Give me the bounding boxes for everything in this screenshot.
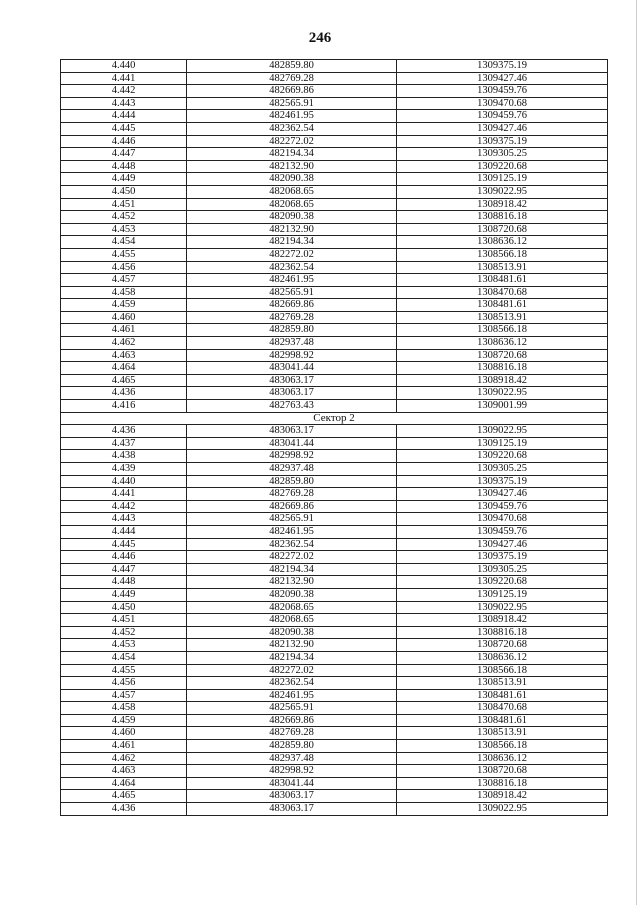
table-row (61, 651, 608, 664)
y-coordinate-cell: 1309125.19 (397, 437, 608, 450)
y-coordinate-cell: 1309022.95 (397, 803, 608, 816)
table-row (61, 425, 608, 438)
x-coordinate-cell: 482669.86 (187, 299, 397, 312)
point-number-cell: 4.438 (61, 450, 187, 463)
table-row (61, 714, 608, 727)
table-row (61, 173, 608, 186)
y-coordinate-cell: 1309375.19 (397, 135, 608, 148)
y-coordinate-cell: 1309459.76 (397, 525, 608, 538)
y-coordinate-cell: 1308918.42 (397, 374, 608, 387)
x-coordinate-cell: 483063.17 (187, 374, 397, 387)
y-coordinate-cell: 1309375.19 (397, 475, 608, 488)
y-coordinate-cell: 1309305.25 (397, 148, 608, 161)
x-coordinate-cell: 482565.91 (187, 97, 397, 110)
table-row (61, 72, 608, 85)
y-coordinate-cell: 1308566.18 (397, 324, 608, 337)
point-number-cell: 4.447 (61, 148, 187, 161)
y-coordinate-cell: 1309220.68 (397, 160, 608, 173)
x-coordinate-cell: 482194.34 (187, 236, 397, 249)
x-coordinate-cell: 483063.17 (187, 803, 397, 816)
point-number-cell: 4.455 (61, 664, 187, 677)
y-coordinate-cell: 1308513.91 (397, 677, 608, 690)
x-coordinate-cell: 482669.86 (187, 85, 397, 98)
y-coordinate-cell: 1308720.68 (397, 765, 608, 778)
y-coordinate-cell: 1308470.68 (397, 702, 608, 715)
table-row (61, 639, 608, 652)
table-row (61, 311, 608, 324)
table-row (61, 601, 608, 614)
y-coordinate-cell: 1308636.12 (397, 337, 608, 350)
point-number-cell: 4.464 (61, 777, 187, 790)
x-coordinate-cell: 483063.17 (187, 790, 397, 803)
y-coordinate-cell: 1308816.18 (397, 626, 608, 639)
x-coordinate-cell: 482132.90 (187, 576, 397, 589)
table-row (61, 236, 608, 249)
x-coordinate-cell: 482669.86 (187, 714, 397, 727)
point-number-cell: 4.445 (61, 122, 187, 135)
point-number-cell: 4.464 (61, 362, 187, 375)
table-row (61, 551, 608, 564)
y-coordinate-cell: 1308720.68 (397, 223, 608, 236)
y-coordinate-cell: 1309305.25 (397, 463, 608, 476)
table-row (61, 324, 608, 337)
table-row (61, 563, 608, 576)
x-coordinate-cell: 482565.91 (187, 513, 397, 526)
x-coordinate-cell: 482194.34 (187, 148, 397, 161)
x-coordinate-cell: 482461.95 (187, 689, 397, 702)
y-coordinate-cell: 1309427.46 (397, 122, 608, 135)
table-row (61, 500, 608, 513)
point-number-cell: 4.461 (61, 324, 187, 337)
x-coordinate-cell: 482132.90 (187, 223, 397, 236)
table-row (61, 349, 608, 362)
y-coordinate-cell: 1309001.99 (397, 400, 608, 413)
y-coordinate-cell: 1309427.46 (397, 488, 608, 501)
point-number-cell: 4.437 (61, 437, 187, 450)
table-row (61, 727, 608, 740)
point-number-cell: 4.458 (61, 702, 187, 715)
x-coordinate-cell: 482132.90 (187, 639, 397, 652)
x-coordinate-cell: 482769.28 (187, 311, 397, 324)
point-number-cell: 4.442 (61, 500, 187, 513)
table-row (61, 513, 608, 526)
point-number-cell: 4.457 (61, 689, 187, 702)
y-coordinate-cell: 1309220.68 (397, 450, 608, 463)
table-row (61, 248, 608, 261)
x-coordinate-cell: 482362.54 (187, 677, 397, 690)
point-number-cell: 4.444 (61, 525, 187, 538)
point-number-cell: 4.455 (61, 248, 187, 261)
point-number-cell: 4.439 (61, 463, 187, 476)
point-number-cell: 4.462 (61, 337, 187, 350)
x-coordinate-cell: 482998.92 (187, 349, 397, 362)
table-row (61, 626, 608, 639)
y-coordinate-cell: 1308816.18 (397, 362, 608, 375)
point-number-cell: 4.461 (61, 740, 187, 753)
x-coordinate-cell: 482090.38 (187, 173, 397, 186)
table-row (61, 614, 608, 627)
point-number-cell: 4.465 (61, 790, 187, 803)
table-row (61, 790, 608, 803)
y-coordinate-cell: 1309459.76 (397, 110, 608, 123)
point-number-cell: 4.460 (61, 727, 187, 740)
y-coordinate-cell: 1309022.95 (397, 387, 608, 400)
y-coordinate-cell: 1308566.18 (397, 740, 608, 753)
table-row (61, 135, 608, 148)
table-row (61, 488, 608, 501)
x-coordinate-cell: 482362.54 (187, 122, 397, 135)
point-number-cell: 4.445 (61, 538, 187, 551)
table-row (61, 437, 608, 450)
y-coordinate-cell: 1308636.12 (397, 651, 608, 664)
table-row (61, 588, 608, 601)
y-coordinate-cell: 1309470.68 (397, 97, 608, 110)
point-number-cell: 4.462 (61, 752, 187, 765)
point-number-cell: 4.446 (61, 135, 187, 148)
y-coordinate-cell: 1308636.12 (397, 752, 608, 765)
y-coordinate-cell: 1309125.19 (397, 588, 608, 601)
table-row (61, 198, 608, 211)
point-number-cell: 4.453 (61, 639, 187, 652)
x-coordinate-cell: 482272.02 (187, 664, 397, 677)
y-coordinate-cell: 1309125.19 (397, 173, 608, 186)
section-header-row (61, 412, 608, 425)
y-coordinate-cell: 1308720.68 (397, 349, 608, 362)
y-coordinate-cell: 1309022.95 (397, 601, 608, 614)
x-coordinate-cell: 482068.65 (187, 614, 397, 627)
table-row (61, 803, 608, 816)
table-row (61, 299, 608, 312)
y-coordinate-cell: 1309470.68 (397, 513, 608, 526)
x-coordinate-cell: 482461.95 (187, 110, 397, 123)
point-number-cell: 4.446 (61, 551, 187, 564)
x-coordinate-cell: 482068.65 (187, 198, 397, 211)
table-row (61, 160, 608, 173)
table-row (61, 740, 608, 753)
point-number-cell: 4.465 (61, 374, 187, 387)
table-row (61, 374, 608, 387)
point-number-cell: 4.453 (61, 223, 187, 236)
x-coordinate-cell: 482461.95 (187, 525, 397, 538)
point-number-cell: 4.443 (61, 97, 187, 110)
y-coordinate-cell: 1308513.91 (397, 311, 608, 324)
table-row (61, 185, 608, 198)
table-row (61, 60, 608, 73)
point-number-cell: 4.448 (61, 160, 187, 173)
x-coordinate-cell: 482362.54 (187, 538, 397, 551)
point-number-cell: 4.449 (61, 588, 187, 601)
x-coordinate-cell: 482859.80 (187, 740, 397, 753)
point-number-cell: 4.463 (61, 349, 187, 362)
coordinates-table (60, 59, 608, 816)
section-label: Сектор 2 (61, 412, 608, 425)
y-coordinate-cell: 1308470.68 (397, 286, 608, 299)
x-coordinate-cell: 483041.44 (187, 777, 397, 790)
point-number-cell: 4.460 (61, 311, 187, 324)
y-coordinate-cell: 1308481.61 (397, 714, 608, 727)
table-row (61, 752, 608, 765)
point-number-cell: 4.441 (61, 72, 187, 85)
table-row (61, 450, 608, 463)
point-number-cell: 4.416 (61, 400, 187, 413)
y-coordinate-cell: 1308816.18 (397, 211, 608, 224)
x-coordinate-cell: 482090.38 (187, 626, 397, 639)
x-coordinate-cell: 482132.90 (187, 160, 397, 173)
point-number-cell: 4.456 (61, 261, 187, 274)
point-number-cell: 4.454 (61, 651, 187, 664)
table-row (61, 97, 608, 110)
y-coordinate-cell: 1308566.18 (397, 664, 608, 677)
x-coordinate-cell: 482763.43 (187, 400, 397, 413)
x-coordinate-cell: 482859.80 (187, 324, 397, 337)
point-number-cell: 4.459 (61, 714, 187, 727)
table-row (61, 110, 608, 123)
y-coordinate-cell: 1308918.42 (397, 198, 608, 211)
point-number-cell: 4.448 (61, 576, 187, 589)
table-row (61, 148, 608, 161)
x-coordinate-cell: 482937.48 (187, 337, 397, 350)
point-number-cell: 4.452 (61, 211, 187, 224)
y-coordinate-cell: 1309022.95 (397, 425, 608, 438)
x-coordinate-cell: 482090.38 (187, 211, 397, 224)
y-coordinate-cell: 1309459.76 (397, 500, 608, 513)
y-coordinate-cell: 1308636.12 (397, 236, 608, 249)
x-coordinate-cell: 482194.34 (187, 651, 397, 664)
table-row (61, 538, 608, 551)
x-coordinate-cell: 483063.17 (187, 387, 397, 400)
x-coordinate-cell: 482769.28 (187, 727, 397, 740)
x-coordinate-cell: 482068.65 (187, 601, 397, 614)
y-coordinate-cell: 1309305.25 (397, 563, 608, 576)
table-row (61, 274, 608, 287)
x-coordinate-cell: 482272.02 (187, 551, 397, 564)
table-row (61, 475, 608, 488)
table-row (61, 337, 608, 350)
table-row (61, 387, 608, 400)
table-row (61, 664, 608, 677)
coordinates-table-body (61, 60, 608, 816)
table-row (61, 765, 608, 778)
x-coordinate-cell: 482090.38 (187, 588, 397, 601)
x-coordinate-cell: 482272.02 (187, 135, 397, 148)
table-row (61, 286, 608, 299)
y-coordinate-cell: 1308918.42 (397, 790, 608, 803)
y-coordinate-cell: 1308481.61 (397, 689, 608, 702)
point-number-cell: 4.447 (61, 563, 187, 576)
x-coordinate-cell: 482937.48 (187, 752, 397, 765)
x-coordinate-cell: 483041.44 (187, 437, 397, 450)
table-row (61, 223, 608, 236)
x-coordinate-cell: 482769.28 (187, 72, 397, 85)
y-coordinate-cell: 1309022.95 (397, 185, 608, 198)
point-number-cell: 4.451 (61, 614, 187, 627)
point-number-cell: 4.450 (61, 601, 187, 614)
table-row (61, 85, 608, 98)
y-coordinate-cell: 1308481.61 (397, 299, 608, 312)
x-coordinate-cell: 482998.92 (187, 450, 397, 463)
table-row (61, 261, 608, 274)
point-number-cell: 4.458 (61, 286, 187, 299)
point-number-cell: 4.454 (61, 236, 187, 249)
y-coordinate-cell: 1309220.68 (397, 576, 608, 589)
x-coordinate-cell: 483063.17 (187, 425, 397, 438)
y-coordinate-cell: 1309375.19 (397, 551, 608, 564)
page-number: 246 (308, 30, 332, 46)
table-row (61, 677, 608, 690)
point-number-cell: 4.436 (61, 387, 187, 400)
table-row (61, 525, 608, 538)
x-coordinate-cell: 482859.80 (187, 60, 397, 73)
x-coordinate-cell: 482859.80 (187, 475, 397, 488)
y-coordinate-cell: 1308513.91 (397, 261, 608, 274)
point-number-cell: 4.451 (61, 198, 187, 211)
y-coordinate-cell: 1309375.19 (397, 60, 608, 73)
y-coordinate-cell: 1308918.42 (397, 614, 608, 627)
x-coordinate-cell: 482669.86 (187, 500, 397, 513)
x-coordinate-cell: 482461.95 (187, 274, 397, 287)
point-number-cell: 4.452 (61, 626, 187, 639)
table-row (61, 702, 608, 715)
x-coordinate-cell: 482937.48 (187, 463, 397, 476)
table-row (61, 777, 608, 790)
point-number-cell: 4.459 (61, 299, 187, 312)
point-number-cell: 4.449 (61, 173, 187, 186)
point-number-cell: 4.436 (61, 803, 187, 816)
table-row (61, 576, 608, 589)
table-row (61, 211, 608, 224)
point-number-cell: 4.436 (61, 425, 187, 438)
x-coordinate-cell: 482769.28 (187, 488, 397, 501)
page-edge-line (636, 0, 637, 905)
table-row (61, 463, 608, 476)
y-coordinate-cell: 1308816.18 (397, 777, 608, 790)
table-row (61, 362, 608, 375)
x-coordinate-cell: 482565.91 (187, 286, 397, 299)
point-number-cell: 4.441 (61, 488, 187, 501)
y-coordinate-cell: 1309427.46 (397, 538, 608, 551)
point-number-cell: 4.456 (61, 677, 187, 690)
y-coordinate-cell: 1308566.18 (397, 248, 608, 261)
point-number-cell: 4.440 (61, 475, 187, 488)
table-row (61, 689, 608, 702)
point-number-cell: 4.444 (61, 110, 187, 123)
x-coordinate-cell: 482068.65 (187, 185, 397, 198)
x-coordinate-cell: 482194.34 (187, 563, 397, 576)
y-coordinate-cell: 1308720.68 (397, 639, 608, 652)
table-row (61, 122, 608, 135)
point-number-cell: 4.457 (61, 274, 187, 287)
point-number-cell: 4.443 (61, 513, 187, 526)
x-coordinate-cell: 483041.44 (187, 362, 397, 375)
x-coordinate-cell: 482565.91 (187, 702, 397, 715)
x-coordinate-cell: 482998.92 (187, 765, 397, 778)
x-coordinate-cell: 482362.54 (187, 261, 397, 274)
y-coordinate-cell: 1309459.76 (397, 85, 608, 98)
point-number-cell: 4.463 (61, 765, 187, 778)
point-number-cell: 4.450 (61, 185, 187, 198)
point-number-cell: 4.440 (61, 60, 187, 73)
y-coordinate-cell: 1308513.91 (397, 727, 608, 740)
y-coordinate-cell: 1309427.46 (397, 72, 608, 85)
y-coordinate-cell: 1308481.61 (397, 274, 608, 287)
x-coordinate-cell: 482272.02 (187, 248, 397, 261)
point-number-cell: 4.442 (61, 85, 187, 98)
table-row (61, 400, 608, 413)
